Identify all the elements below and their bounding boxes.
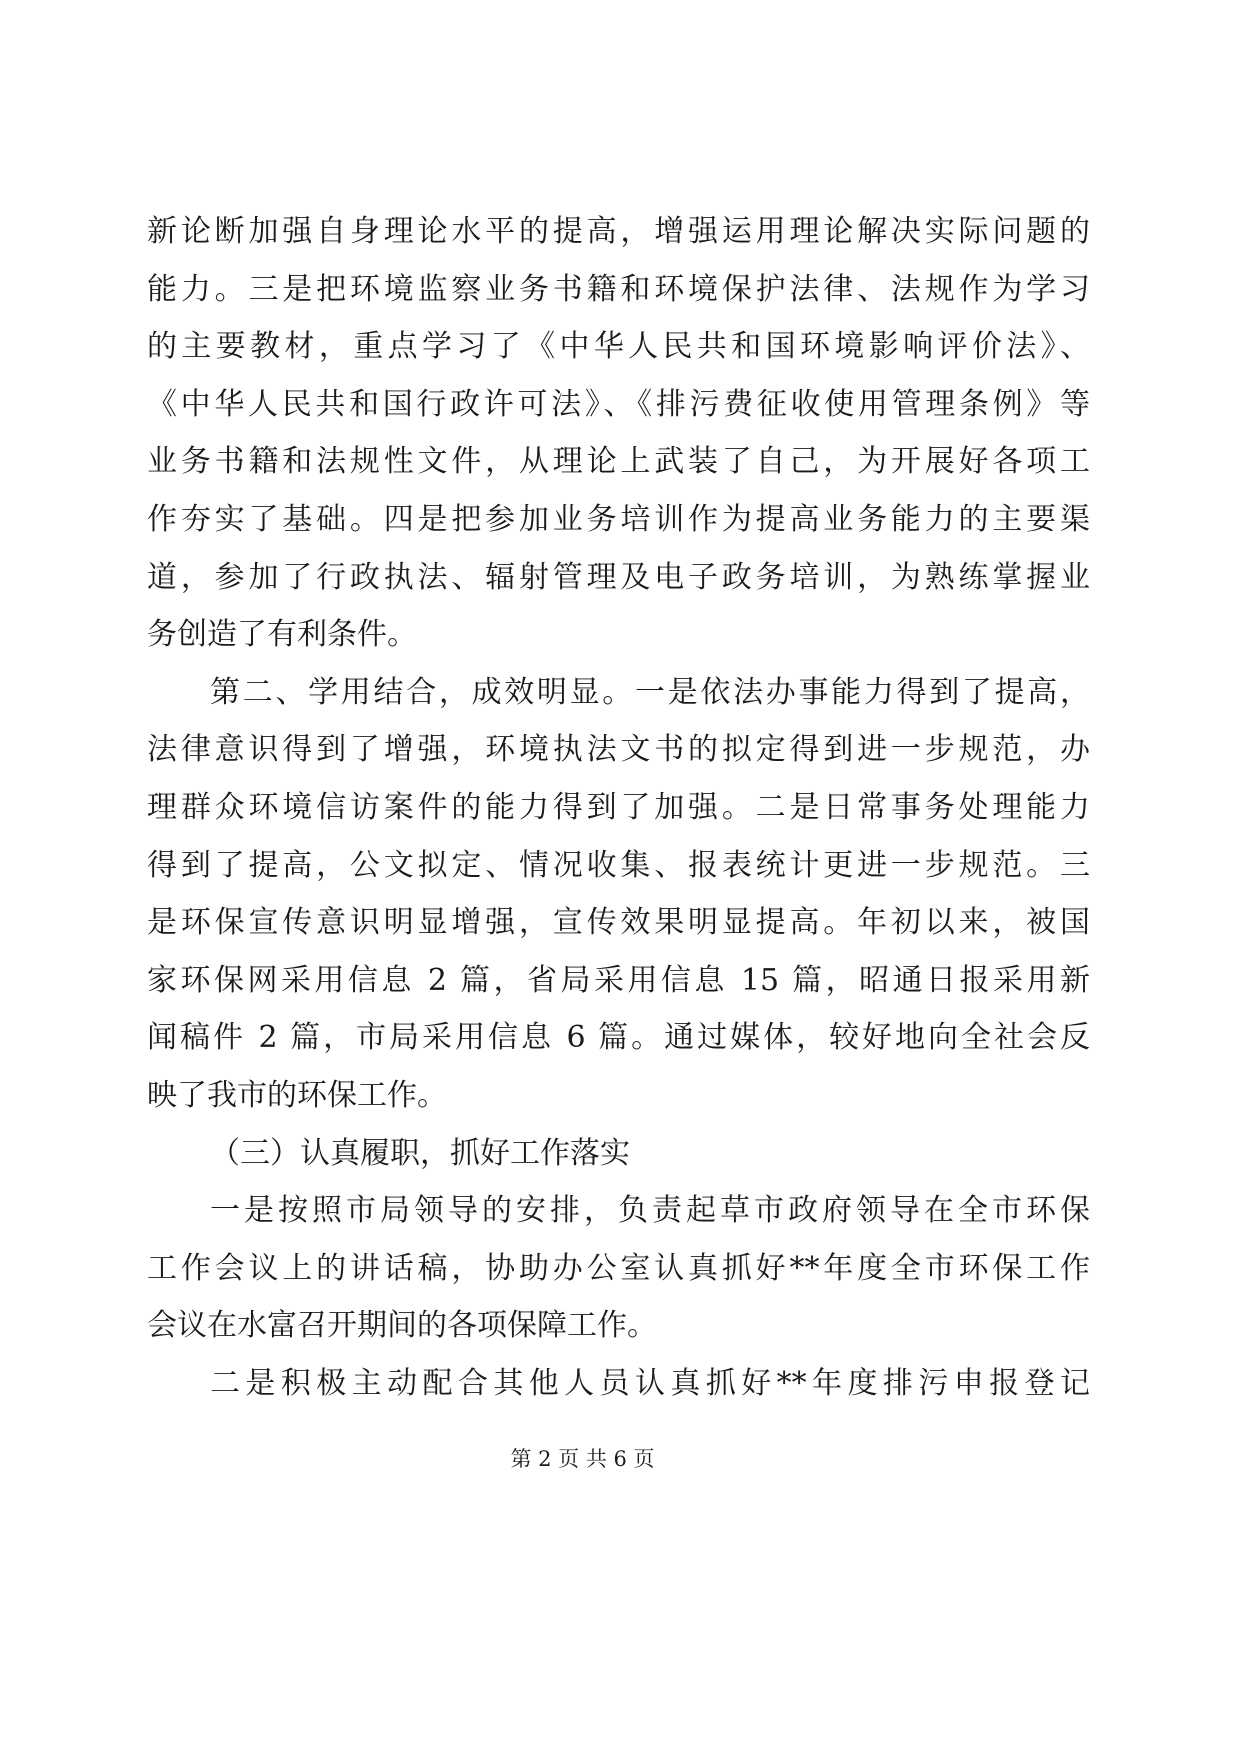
body-line: 映了我市的环保工作。 [147, 1077, 447, 1113]
body-line: 理群众环境信访案件的能力得到了加强。二是日常事务处理能力 [147, 789, 1090, 825]
body-line: 家环保网采用信息 2 篇，省局采用信息 15 篇，昭通日报采用新 [147, 962, 1090, 998]
page-number-footer: 第 2 页 共 6 页 [510, 1447, 655, 1471]
body-line: 是环保宣传意识明显增强，宣传效果明显提高。年初以来，被国 [147, 905, 1090, 941]
body-line: 的主要教材，重点学习了《中华人民共和国环境影响评价法》、 [147, 329, 1090, 365]
body-line: 务创造了有利条件。 [147, 617, 417, 653]
body-line: 第二、学用结合，成效明显。一是依法办事能力得到了提高， [210, 674, 1090, 710]
body-line: 会议在水富召开期间的各项保障工作。 [147, 1308, 657, 1344]
body-line: 一是按照市局领导的安排，负责起草市政府领导在全市环保 [210, 1193, 1090, 1229]
body-line: 业务书籍和法规性文件，从理论上武装了自己，为开展好各项工 [147, 444, 1090, 480]
document-body [147, 203, 1090, 1412]
body-line: 作夯实了基础。四是把参加业务培训作为提高业务能力的主要渠 [147, 501, 1090, 537]
body-line: 新论断加强自身理论水平的提高，增强运用理论解决实际问题的 [147, 214, 1090, 249]
section-heading: （三）认真履职，抓好工作落实 [210, 1135, 630, 1171]
body-line: 《中华人民共和国行政许可法》、《排污费征收使用管理条例》等 [147, 386, 1090, 422]
body-line: 闻稿件 2 篇，市局采用信息 6 篇。通过媒体，较好地向全社会反 [147, 1020, 1090, 1056]
body-line: 二是积极主动配合其他人员认真抓好**年度排污申报登记 [210, 1365, 1090, 1401]
body-line: 道，参加了行政执法、辐射管理及电子政务培训，为熟练掌握业 [147, 559, 1090, 595]
body-line: 工作会议上的讲话稿，协助办公室认真抓好**年度全市环保工作 [147, 1250, 1090, 1286]
body-line: 法律意识得到了增强，环境执法文书的拟定得到进一步规范，办 [147, 732, 1090, 768]
body-line: 得到了提高，公文拟定、情况收集、报表统计更进一步规范。三 [147, 847, 1090, 883]
body-line: 能力。三是把环境监察业务书籍和环境保护法律、法规作为学习 [147, 271, 1090, 307]
